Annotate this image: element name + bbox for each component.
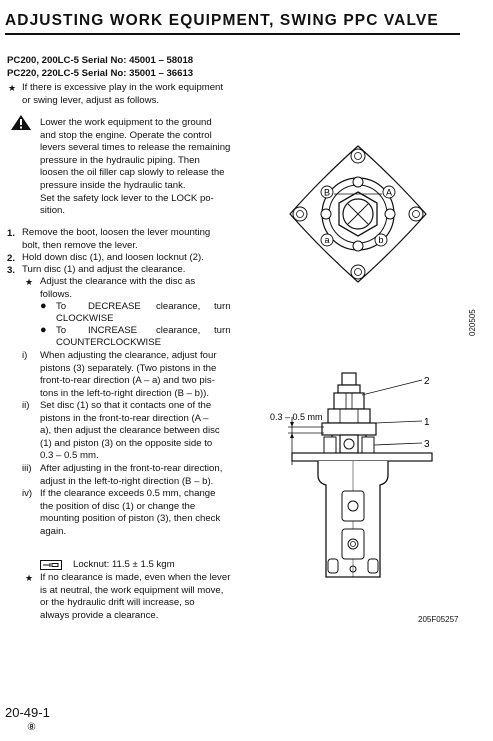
- side-code: 020505: [468, 309, 477, 336]
- option-word: turn: [214, 301, 231, 312]
- option-word: turn: [214, 325, 231, 336]
- leader-line: [374, 443, 422, 445]
- piston-circle: [353, 177, 363, 187]
- revision-mark: ⑧: [27, 722, 36, 733]
- mounting-hole: [355, 269, 362, 276]
- figure-code: 205F05257: [418, 615, 459, 624]
- callout-1: 1: [424, 417, 430, 428]
- leader-line: [376, 421, 422, 423]
- option-direction: CLOCKWISE: [56, 313, 114, 324]
- label-B: B: [323, 187, 331, 198]
- wrench-icon: [40, 560, 62, 570]
- step-text: Remove the boot, loosen the lever mounting bolt, then remove the lever.: [22, 227, 211, 251]
- label-a: a: [324, 235, 330, 245]
- star-bullet: ★: [25, 573, 34, 583]
- label-b: b: [378, 235, 384, 245]
- option-bullet: ●: [40, 300, 47, 312]
- mounting-hole: [351, 149, 365, 163]
- valve-top-view-diagram: [284, 140, 432, 288]
- mounting-hole: [409, 207, 423, 221]
- mounting-hole: [297, 211, 304, 218]
- step-number: 1.: [7, 228, 16, 239]
- substep-text: Set disc (1) so that it contacts one of the pistons in the front-to-rear direction (A – a), then adjust the clearance between disc (1) and piston (3) on the opposite side to 0.3 – 0.5 mm.: [40, 400, 220, 462]
- mounting-hole: [293, 207, 307, 221]
- piston-circle: [385, 209, 395, 219]
- title-rule: [5, 33, 460, 35]
- step-number: 2.: [7, 253, 16, 264]
- step-text: Turn disc (1) and adjust the clearance.: [22, 264, 186, 275]
- option-word: To: [56, 325, 67, 336]
- step-text: Hold down disc (1), and loosen locknut (2).: [22, 252, 204, 263]
- substep-text: If the clearance exceeds 0.5 mm, change the position of disc (1) or change the mounting position of piston (3), then check again.: [40, 488, 221, 537]
- substep-number: ii): [22, 400, 30, 411]
- option-word: clearance,: [156, 325, 201, 336]
- substep-number: i): [22, 350, 28, 361]
- leader-line: [362, 380, 422, 395]
- substep-number: iii): [22, 463, 32, 474]
- locknut-torque: Locknut: 11.5 ± 1.5 kgm: [73, 559, 175, 570]
- piston-circle: [353, 241, 363, 251]
- serial-line: PC200, 200LC-5 Serial No: 45001 – 58018: [7, 55, 194, 66]
- option-word: DECREASE: [88, 301, 141, 312]
- warning-text: Lower the work equipment to the ground and stop the engine. Operate the control levers several times to release the remaining pressure in the hydraulic piping. Then loosen the oil filler cap slowly to release the pressure inside the hydraulic tank. Set the safety lock lever to the LOCK po- sition.: [40, 117, 231, 217]
- mounting-hole: [413, 211, 420, 218]
- note-text: If no clearance is made, even when the lever is at neutral, the work equipment will move, or the hydraulic drift will increase, so always provide a clearance.: [40, 572, 231, 621]
- mounting-hole: [351, 265, 365, 279]
- option-word: INCREASE: [88, 325, 138, 336]
- note-text: Adjust the clearance with the disc as follows.: [40, 276, 196, 300]
- star-bullet: ★: [25, 277, 34, 287]
- option-word: clearance,: [156, 301, 201, 312]
- intro-text: If there is excessive play in the work equipment or swing lever, adjust as follows.: [22, 82, 224, 106]
- step-number: 3.: [7, 265, 16, 276]
- option-bullet: ●: [40, 324, 47, 336]
- option-direction: COUNTERCLOCKWISE: [56, 337, 162, 348]
- mounting-hole: [355, 153, 362, 160]
- substep-text: When adjusting the clearance, adjust four pistons (3) separately. (Two pistons in the front-to-rear direction (A – a) and two pis- tons in the left-to-right direction (B – b)).: [40, 350, 217, 399]
- page-title: ADJUSTING WORK EQUIPMENT, SWING PPC VALVE: [5, 12, 439, 29]
- callout-3: 3: [424, 439, 430, 450]
- piston-circle: [321, 209, 331, 219]
- option-word: To: [56, 301, 67, 312]
- callout-2: 2: [424, 376, 430, 387]
- serial-line: PC220, 220LC-5 Serial No: 35001 – 36613: [7, 68, 194, 79]
- valve-side-view-diagram: [262, 365, 482, 590]
- label-A: A: [385, 187, 393, 198]
- page-number: 20-49-1: [5, 705, 50, 720]
- substep-text: After adjusting in the front-to-rear direction, adjust in the left-to-right direction (B – b).: [40, 463, 223, 487]
- substep-number: iv): [22, 488, 33, 499]
- star-bullet: ★: [8, 83, 17, 93]
- clearance-label: 0.3 – 0.5 mm: [270, 412, 323, 422]
- warning-icon: [10, 114, 32, 134]
